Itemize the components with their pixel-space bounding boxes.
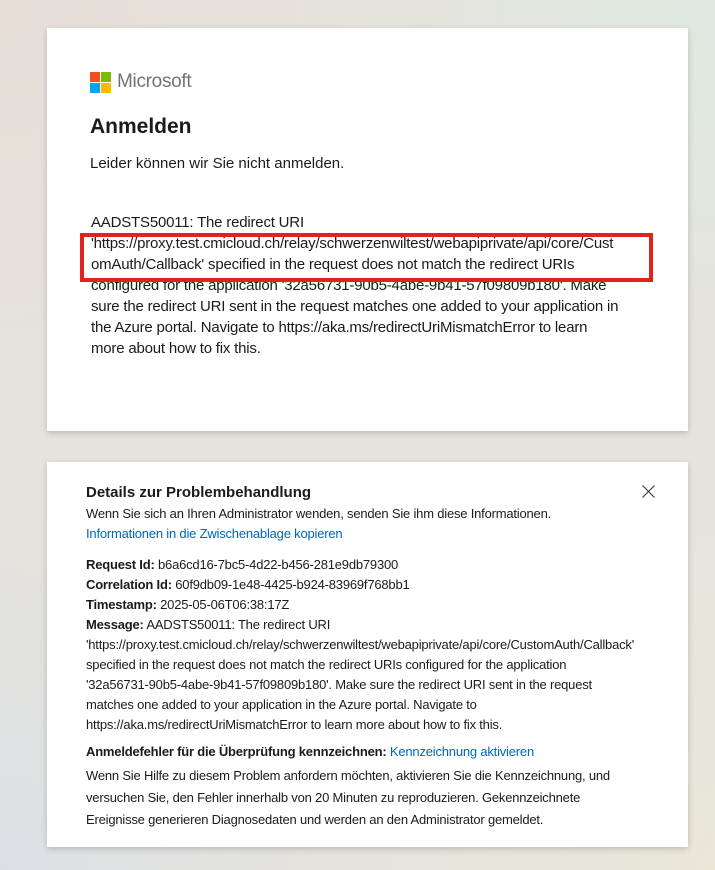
correlation-id-value: 60f9db09-1e48-4425-b924-83969f768bb1: [175, 577, 410, 592]
error-line: sure the redirect URI sent in the request matches one added to your application in: [91, 298, 619, 315]
timestamp-row: [86, 595, 671, 615]
error-line: more about how to fix this.: [91, 340, 261, 357]
message-line: '32a56731-90b5-4abe-9b41-57f09809b180'. Make sure the redirect URI sent in the request: [86, 677, 592, 692]
error-line: omAuth/Callback' specified in the request does not match the redirect URIs: [91, 256, 575, 273]
troubleshooting-title: Details zur Problembehandlung: [86, 484, 312, 501]
signin-card: [47, 28, 688, 431]
ms-square-blue: [90, 83, 100, 93]
error-line: the Azure portal. Navigate to https://aka.ms/redirectUriMismatchError to learn: [91, 319, 588, 336]
flag-signin-errors-section: [86, 742, 671, 831]
ms-square-red: [90, 72, 100, 82]
correlation-id-row: [86, 575, 671, 595]
timestamp-value: 2025-05-06T06:38:17Z: [160, 597, 290, 612]
message-row: [86, 615, 671, 635]
flag-description-line: versuchen Sie, den Fehler innerhalb von 20 Minuten zu reproduzieren. Gekennzeichnete: [86, 790, 581, 805]
flag-label: Anmeldefehler für die Überprüfung kennzeichnen:: [86, 744, 387, 759]
error-message: [91, 212, 666, 359]
copy-to-clipboard-link[interactable]: Informationen in die Zwischenablage kopieren: [86, 526, 343, 541]
error-line: AADSTS50011: The redirect URI: [91, 214, 304, 231]
timestamp-label: Timestamp:: [86, 597, 157, 612]
message-line: matches one added to your application in the Azure portal. Navigate to: [86, 697, 477, 712]
flag-description-line: Ereignisse generieren Diagnosedaten und werden an den Administrator gemeldet.: [86, 812, 544, 827]
close-icon[interactable]: [637, 480, 659, 502]
signin-error-subtitle: Leider können wir Sie nicht anmelden.: [90, 155, 345, 172]
troubleshooting-subtitle: Wenn Sie sich an Ihren Administrator wenden, senden Sie ihm diese Informationen.: [86, 506, 552, 521]
page-title: Anmelden: [90, 115, 192, 138]
error-line: configured for the application '32a56731-90b5-4abe-9b41-57f09809b180'. Make: [91, 277, 607, 294]
flag-description: [86, 765, 671, 831]
message-line: 'https://proxy.test.cmicloud.ch/relay/schwerzenwiltest/webapiprivate/api/core/CustomAuth/Callback': [86, 637, 634, 652]
ms-square-green: [101, 72, 111, 82]
diagnostic-fields: [86, 555, 671, 735]
troubleshooting-card: [47, 462, 688, 847]
message-line: specified in the request does not match the redirect URIs configured for the application: [86, 657, 567, 672]
microsoft-logo-text: Microsoft: [117, 71, 192, 92]
message-line: https://aka.ms/redirectUriMismatchError to learn more about how to fix this.: [86, 717, 503, 732]
close-x-glyph: [641, 484, 656, 499]
correlation-id-label: Correlation Id:: [86, 577, 172, 592]
microsoft-logo: [90, 71, 191, 93]
flag-description-line: Wenn Sie Hilfe zu diesem Problem anfordern möchten, aktivieren Sie die Kennzeichnung, und: [86, 768, 610, 783]
ms-square-yellow: [101, 83, 111, 93]
request-id-value: b6a6cd16-7bc5-4d22-b456-281e9db79300: [158, 557, 399, 572]
microsoft-logo-icon: [90, 72, 111, 93]
error-line: 'https://proxy.test.cmicloud.ch/relay/schwerzenwiltest/webapiprivate/api/core/Cust: [91, 235, 614, 252]
message-label: Message:: [86, 617, 144, 632]
enable-flagging-link[interactable]: Kennzeichnung aktivieren: [389, 744, 534, 759]
request-id-row: [86, 555, 671, 575]
flag-heading-row: [86, 742, 671, 762]
message-intro: AADSTS50011: The redirect URI: [146, 617, 331, 632]
request-id-label: Request Id:: [86, 557, 155, 572]
